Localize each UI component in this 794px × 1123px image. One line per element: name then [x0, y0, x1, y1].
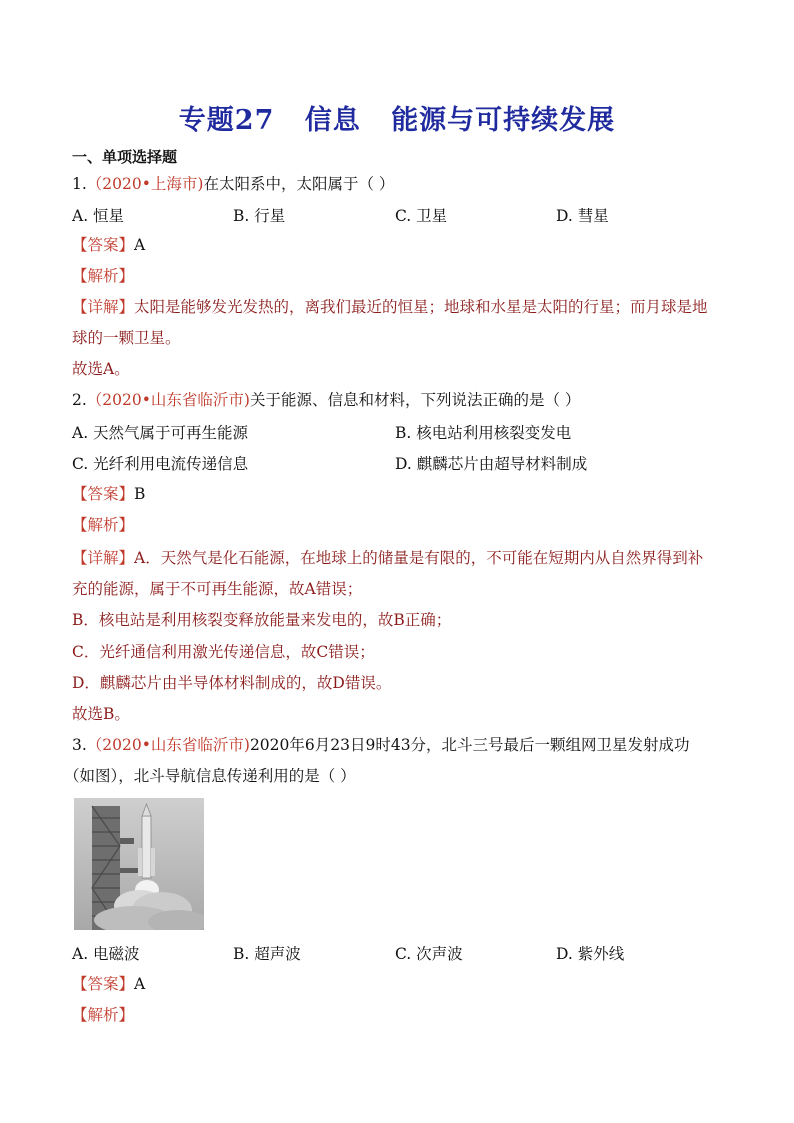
title-topic-energy: 能源与可持续发展	[391, 105, 616, 136]
q1-option-c: C. 卫星	[395, 207, 448, 225]
question-2-stem	[72, 389, 580, 411]
q2-detail-b: B．核电站是利用核裂变释放能量来发电的，故B正确；	[72, 611, 452, 629]
answer-value: A	[134, 975, 146, 993]
question-text: 关于能源、信息和材料，下列说法正确的是（ ）	[249, 391, 581, 409]
q2-detail-d: D．麒麟芯片由半导体材料制成的，故D错误。	[72, 674, 392, 692]
analysis-tag: 【解析】	[72, 1006, 135, 1024]
q2-detail-a-line-2: 充的能源，属于不可再生能源，故A错误；	[72, 580, 363, 598]
q1-option-d: D. 彗星	[556, 207, 609, 225]
question-1-stem	[72, 173, 394, 195]
answer-tag: 【答案】	[72, 236, 135, 254]
answer-tag: 【答案】	[72, 975, 135, 993]
q2-conclusion: 故选B。	[72, 705, 130, 723]
q2-detail-a-line-1	[72, 547, 703, 569]
answer-value: A	[134, 236, 146, 254]
question-number: 1.	[72, 175, 87, 193]
q1-detail-line-2: 球的一颗卫星。	[72, 329, 181, 347]
analysis-tag: 【解析】	[72, 516, 135, 534]
q1-analysis	[72, 265, 134, 287]
question-text: 在太阳系中，太阳属于（ ）	[203, 175, 395, 193]
q2-answer	[72, 483, 145, 505]
question-source: （2020•山东省临沂市)	[86, 736, 250, 754]
q3-option-a: A. 电磁波	[72, 945, 140, 963]
q1-answer	[72, 234, 145, 256]
q3-analysis	[72, 1004, 134, 1026]
q1-detail-line-1	[72, 296, 708, 318]
q1-conclusion: 故选A。	[72, 360, 130, 378]
q3-option-c: C. 次声波	[395, 945, 463, 963]
title-topic-number: 专题27	[178, 105, 275, 136]
title-topic-info: 信息	[304, 105, 361, 136]
q2-option-c: C. 光纤利用电流传递信息	[72, 455, 249, 473]
section-heading: 一、单项选择题	[72, 148, 178, 166]
q2-option-d: D. 麒麟芯片由超导材料制成	[395, 455, 588, 473]
answer-tag: 【答案】	[72, 485, 135, 503]
question-source: （2020•山东省临沂市)	[86, 391, 250, 409]
q3-option-b: B. 超声波	[233, 945, 301, 963]
question-number: 3.	[72, 736, 87, 754]
q3-answer	[72, 973, 145, 995]
detail-text: A．天然气是化石能源，在地球上的储量是有限的，不可能在短期内从自然界得到补	[134, 549, 704, 567]
rocket-launch-photo	[74, 798, 204, 930]
q3-option-d: D. 紫外线	[556, 945, 625, 963]
q2-option-a: A. 天然气属于可再生能源	[72, 424, 249, 442]
answer-value: B	[134, 485, 146, 503]
q2-detail-c: C．光纤通信利用激光传递信息，故C错误；	[72, 643, 375, 661]
question-3-stem-line-1	[72, 734, 690, 756]
page-title	[0, 98, 794, 137]
q2-analysis	[72, 514, 134, 536]
detail-tag: 【详解】	[72, 298, 135, 316]
q1-option-b: B. 行星	[233, 207, 286, 225]
question-source: （2020•上海市)	[86, 175, 204, 193]
question-text: 2020年6月23日9时43分，北斗三号最后一颗组网卫星发射成功	[249, 736, 690, 754]
rocket-launch-image	[74, 798, 204, 930]
detail-tag: 【详解】	[72, 549, 135, 567]
analysis-tag: 【解析】	[72, 267, 135, 285]
question-3-stem-line-2: （如图），北斗导航信息传递利用的是（ ）	[64, 767, 356, 785]
q2-option-b: B. 核电站利用核裂变发电	[395, 424, 572, 442]
q1-option-a: A. 恒星	[72, 207, 125, 225]
detail-text: 太阳是能够发光发热的，离我们最近的恒星；地球和水星是太阳的行星；而月球是地	[134, 298, 708, 316]
question-number: 2.	[72, 391, 87, 409]
